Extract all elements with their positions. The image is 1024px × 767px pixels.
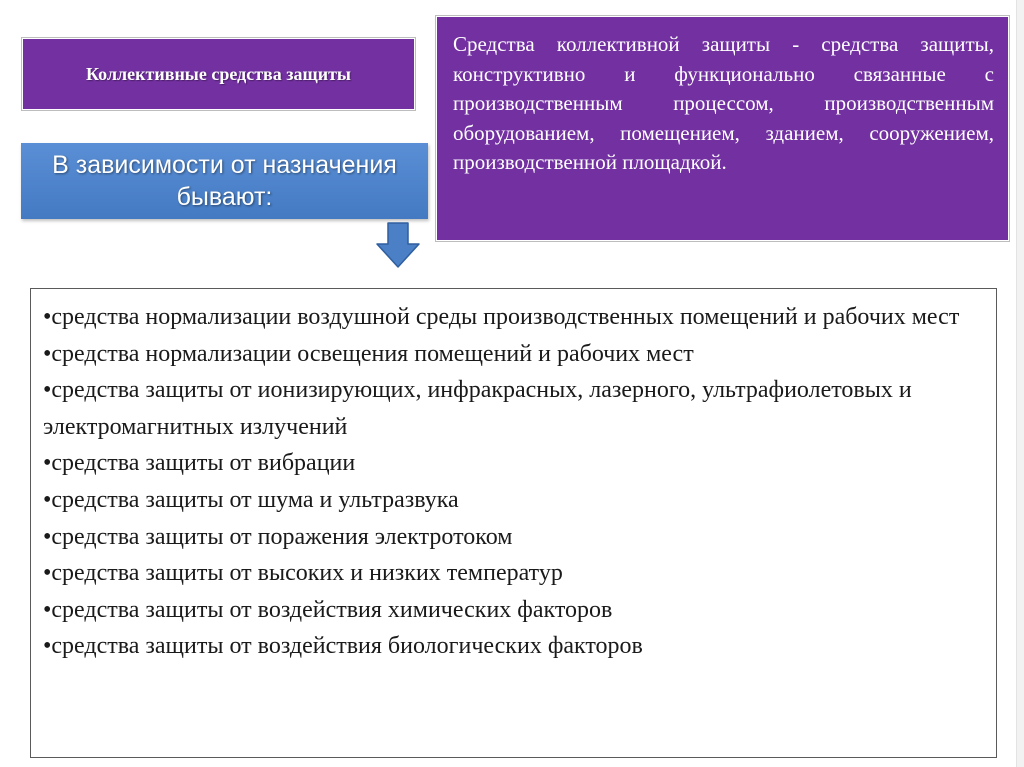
list-item [43, 299, 984, 336]
list-item-text: средства защиты от поражения электротоком [51, 523, 513, 550]
bullet: • [43, 304, 52, 330]
list-item-text: средства защиты от воздействия биологических факторов [51, 633, 643, 660]
definition-text: Средства коллективной защиты - средства защиты, конструктивно и функционально связанные с производственным процессом, производственным оборудованием, помещением, зданием, сооружением, производственной площадкой. [453, 32, 994, 174]
list-item [43, 628, 984, 665]
arrow-down-icon [376, 222, 420, 268]
bullet: • [43, 560, 52, 587]
classification-header-text: В зависимости от назначения бывают: [52, 151, 397, 211]
list-item-text: средства защиты от шума и ультразвука [51, 486, 459, 513]
title-text: Коллективные средства защиты [86, 64, 351, 84]
bullet: • [43, 633, 52, 660]
list-item [43, 372, 984, 445]
items-list [43, 299, 984, 665]
list-item-text: средства защиты от воздействия химических факторов [51, 596, 613, 623]
bullet: • [43, 450, 52, 477]
list-item [43, 336, 984, 373]
definition-box [436, 16, 1009, 241]
list-item-text: средства защиты от ионизирующих, инфракрасных, лазерного, ультрафиолетовых и электромагнитных излучений [43, 377, 912, 440]
list-item [43, 592, 984, 629]
slide-edge [1016, 0, 1024, 767]
list-item [43, 519, 984, 556]
bullet: • [43, 340, 52, 367]
list-item [43, 482, 984, 519]
bullet: • [43, 486, 52, 513]
protection-means-list [30, 288, 997, 758]
list-item-text: средства нормализации освещения помещений и рабочих мест [51, 340, 694, 367]
title-box [22, 38, 415, 110]
classification-header [21, 143, 428, 219]
bullet: • [43, 377, 52, 404]
list-item-text: средства защиты от вибрации [51, 450, 356, 477]
bullet: • [43, 523, 52, 550]
list-item [43, 445, 984, 482]
list-item-text: средства защиты от высоких и низких температур [51, 560, 563, 587]
bullet: • [43, 596, 52, 623]
list-item [43, 555, 984, 592]
list-item-text: средства нормализации воздушной среды производственных помещений и рабочих мест [51, 304, 960, 330]
